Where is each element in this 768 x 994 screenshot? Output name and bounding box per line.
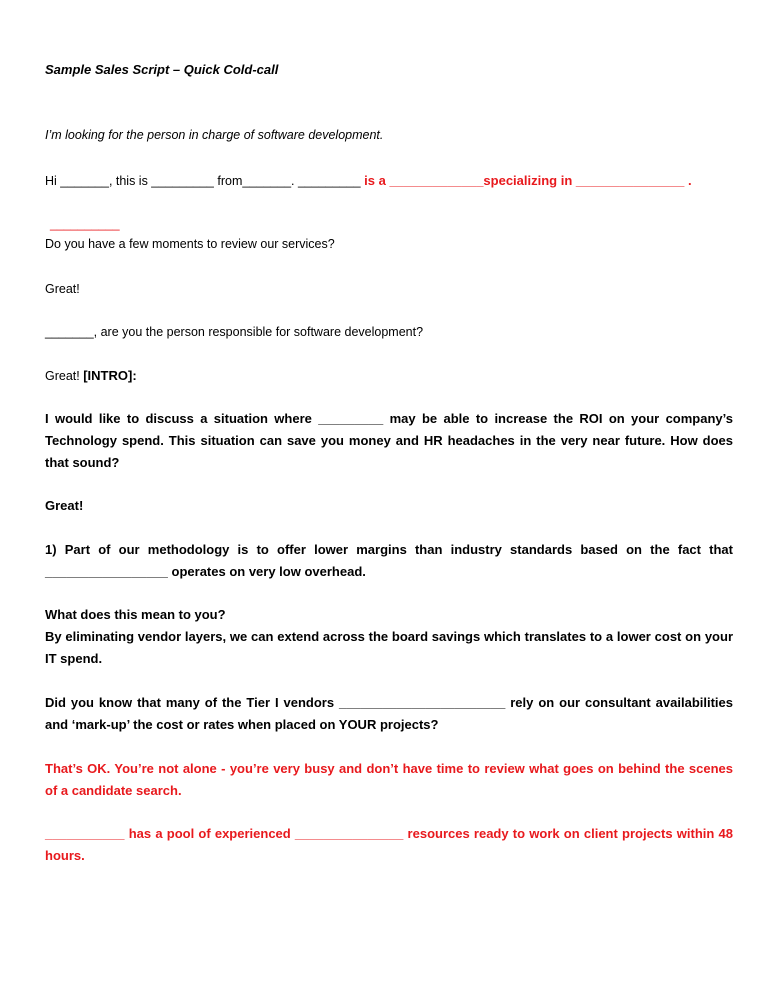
great-line-3: Great! — [45, 498, 84, 513]
moments-line: Do you have a few moments to review our services? — [45, 237, 335, 251]
eliminating-paragraph: By eliminating vendor layers, we can extend across the board savings which translates to a lower cost on your IT spend. — [45, 629, 733, 666]
hi-line-part2: is a _____________specializing in _______________ . — [360, 173, 692, 188]
great-intro-line — [45, 367, 733, 385]
document-title: Sample Sales Script – Quick Cold-call — [45, 62, 279, 77]
pool-paragraph: ___________ has a pool of experienced _______________ resources ready to work on client projects within 48 hours. — [45, 826, 733, 863]
great-intro-plain: Great! — [45, 369, 84, 383]
responsible-line: _______, are you the person responsible for software development? — [45, 325, 424, 339]
blank-line: __________ — [50, 217, 120, 231]
intro-line: I’m looking for the person in charge of software development. — [45, 128, 384, 142]
tier-paragraph: Did you know that many of the Tier I vendors _______________________ rely on our consultant availabilities and ‘mark-up’ the cost or rates when placed on YOUR projects? — [45, 695, 733, 732]
great-line-1: Great! — [45, 282, 80, 296]
hi-line-part1: Hi _______, this is _________ from_______. _________ — [45, 174, 361, 188]
what-mean-line: What does this mean to you? — [45, 607, 226, 622]
methodology-paragraph: 1) Part of our methodology is to offer lower margins than industry standards based on the fact that _________________ operates on very low overhead. — [45, 542, 733, 579]
intro-tag: [INTRO]: — [83, 368, 137, 383]
hi-line — [45, 172, 733, 190]
discuss-paragraph: I would like to discuss a situation where _________ may be able to increase the ROI on your company’s Technology spend. This situation can save you money and HR headaches in the very near future. How does that sound? — [45, 411, 733, 470]
thats-ok-paragraph: That’s OK. You’re not alone - you’re very busy and don’t have time to review what goes on behind the scenes of a candidate search. — [45, 761, 733, 798]
